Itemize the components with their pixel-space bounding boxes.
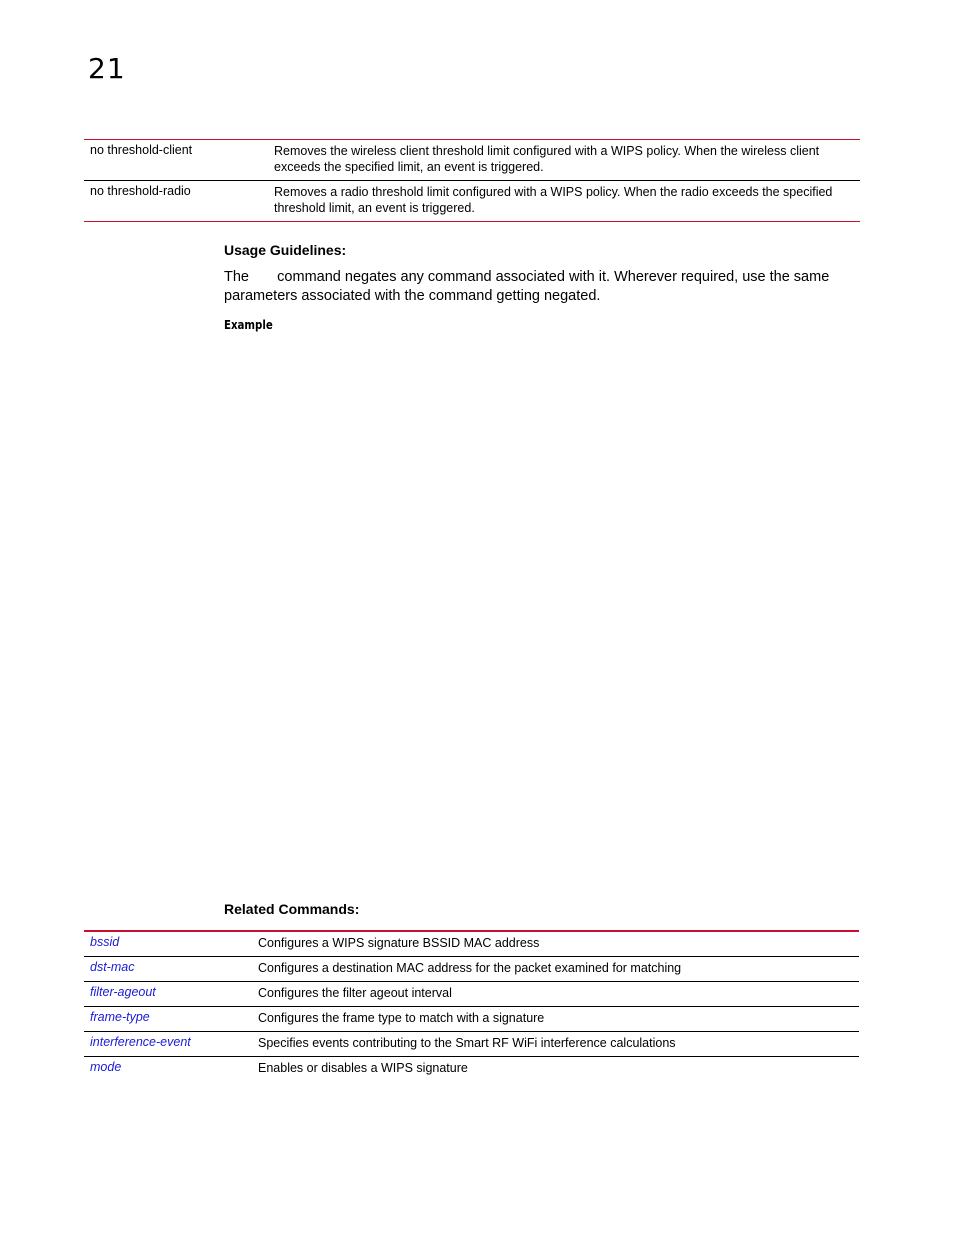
table-row bbox=[84, 1032, 859, 1057]
table-row bbox=[84, 181, 860, 222]
command-link-dst-mac[interactable]: dst-mac bbox=[90, 960, 135, 974]
table-row bbox=[84, 982, 859, 1007]
command-link-frame-type[interactable]: frame-type bbox=[90, 1010, 150, 1024]
table-row bbox=[84, 140, 860, 181]
command-description: Configures the filter ageout interval bbox=[258, 986, 452, 1000]
param-description: Removes a radio threshold limit configured with a WIPS policy. When the radio exceeds the specified threshold limit, an event is triggered. bbox=[274, 185, 833, 215]
usage-guidelines-heading: Usage Guidelines: bbox=[224, 242, 347, 258]
param-name: no threshold-radio bbox=[90, 184, 191, 198]
command-link-interference-event[interactable]: interference-event bbox=[90, 1035, 191, 1049]
command-description: Specifies events contributing to the Smart RF WiFi interference calculations bbox=[258, 1036, 676, 1050]
table-row bbox=[84, 957, 859, 982]
command-description: Configures a WIPS signature BSSID MAC address bbox=[258, 936, 540, 950]
table-row bbox=[84, 932, 859, 957]
param-description: Removes the wireless client threshold limit configured with a WIPS policy. When the wireless client exceeds the specified limit, an event is triggered. bbox=[274, 144, 820, 174]
table-row bbox=[84, 1007, 859, 1032]
table-row bbox=[84, 1057, 859, 1082]
command-link-bssid[interactable]: bssid bbox=[90, 935, 120, 949]
related-commands-table bbox=[84, 930, 859, 1082]
command-link-filter-ageout[interactable]: filter-ageout bbox=[90, 985, 156, 999]
command-description: Configures the frame type to match with a signature bbox=[258, 1011, 545, 1025]
chapter-number: 21 bbox=[88, 52, 126, 85]
example-label: Example bbox=[224, 318, 273, 332]
command-link-mode[interactable]: mode bbox=[90, 1060, 122, 1074]
param-name: no threshold-client bbox=[90, 143, 193, 157]
command-description: Configures a destination MAC address for the packet examined for matching bbox=[258, 961, 682, 975]
parameters-table bbox=[84, 139, 860, 222]
related-commands-heading: Related Commands: bbox=[224, 901, 360, 917]
usage-guidelines-text: The command negates any command associated with it. Wherever required, use the same parameters associated with the command getting negated. bbox=[224, 269, 834, 304]
command-description: Enables or disables a WIPS signature bbox=[258, 1061, 468, 1075]
